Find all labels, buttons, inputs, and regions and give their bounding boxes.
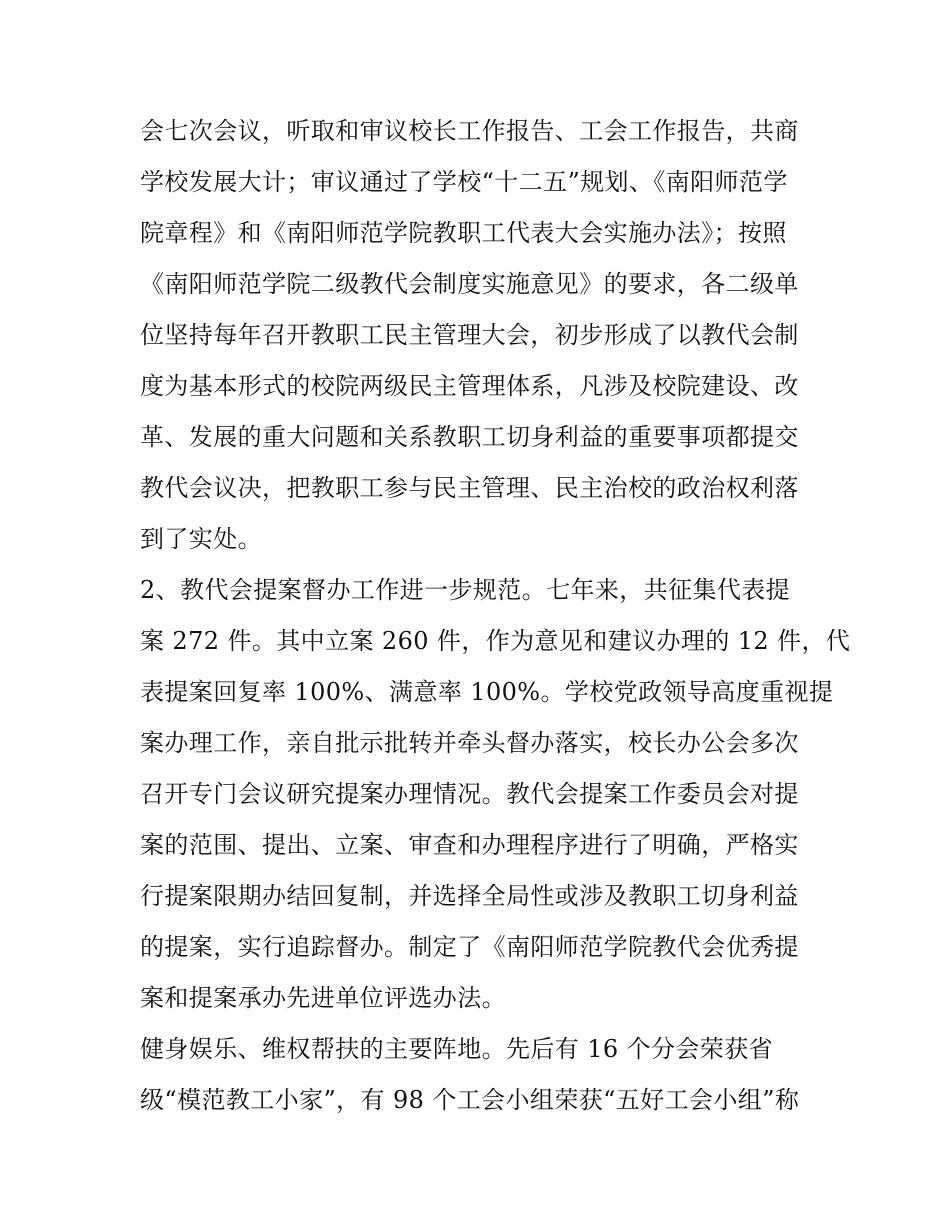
text-line: 的提案，实行追踪督办。制定了《南阳师范学院教代会优秀提 [140, 933, 799, 961]
text-line: 案的范围、提出、立案、审查和办理程序进行了明确，严格实 [140, 831, 799, 859]
text-line: 表提案回复率 100%、满意率 100%。学校党政领导高度重视提 [140, 678, 834, 706]
text-line: 案办理工作，亲自批示批转并牵头督办落实，校长办公会多次 [140, 729, 799, 757]
text-line: 2、教代会提案督办工作进一步规范。七年来，共征集代表提 [140, 576, 791, 604]
text-line: 案和提案承办先进单位评选办法。 [140, 984, 506, 1012]
text-line: 位坚持每年召开教职工民主管理大会，初步形成了以教代会制 [140, 321, 799, 349]
text-line: 级“模范教工小家”，有 98 个工会小组荣获“五好工会小组”称 [140, 1086, 800, 1114]
text-line: 学校发展大计；审议通过了学校“十二五”规划、《南阳师范学 [140, 168, 788, 196]
text-line: 会七次会议，听取和审议校长工作报告、工会工作报告，共商 [140, 117, 799, 145]
text-line: 度为基本形式的校院两级民主管理体系，凡涉及校院建设、改 [140, 372, 799, 400]
text-line: 召开专门会议研究提案办理情况。教代会提案工作委员会对提 [140, 780, 799, 808]
text-line: 革、发展的重大问题和关系教职工切身利益的重要事项都提交 [140, 423, 799, 451]
text-line: 到了实处。 [140, 525, 262, 553]
text-line: 健身娱乐、维权帮扶的主要阵地。先后有 16 个分会荣获省 [140, 1035, 773, 1063]
text-line: 院章程》和《南阳师范学院教职工代表大会实施办法》；按照 [140, 219, 787, 247]
text-line: 《南阳师范学院二级教代会制度实施意见》的要求，各二级单 [140, 270, 799, 298]
text-line: 案 272 件。其中立案 260 件，作为意见和建议办理的 12 件，代 [140, 627, 851, 655]
text-line: 行提案限期办结回复制，并选择全局性或涉及教职工切身利益 [140, 882, 799, 910]
text-line: 教代会议决，把教职工参与民主管理、民主治校的政治权利落 [140, 474, 799, 502]
